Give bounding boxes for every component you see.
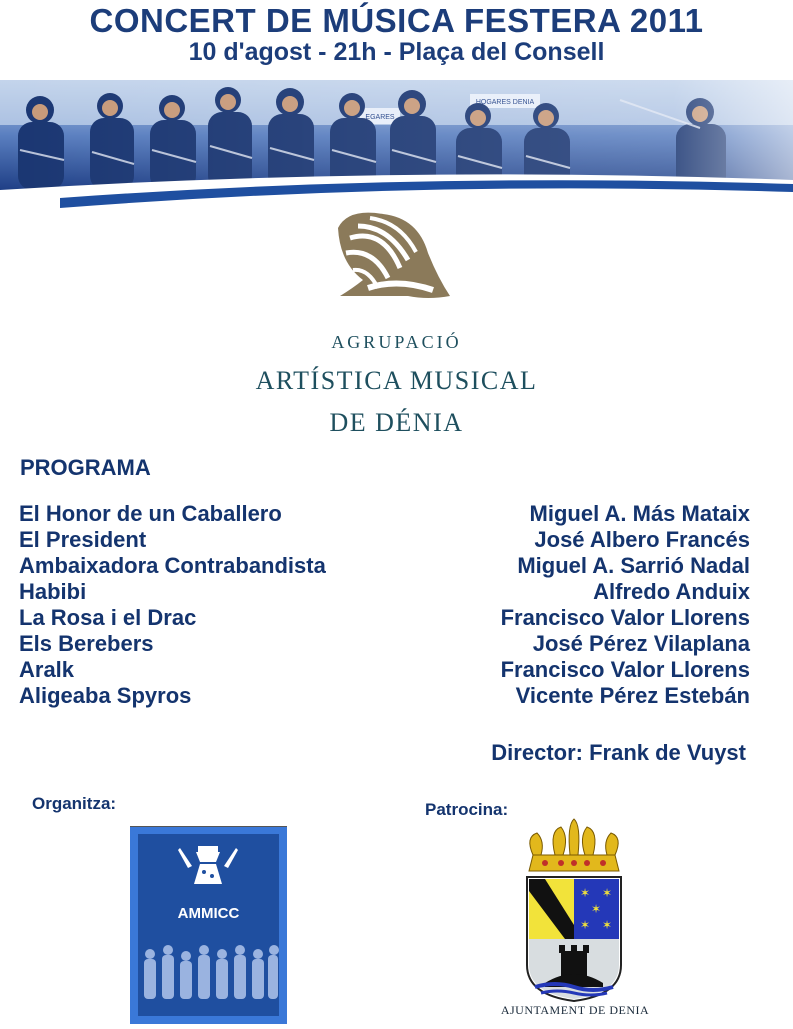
program-piece: Els Berebers [19, 631, 154, 656]
ammicc-name: AMMICC [177, 905, 240, 922]
program-piece: Habibi [19, 579, 87, 604]
program-composer: José Pérez Vilaplana [532, 631, 750, 656]
program-heading: PROGRAMA [20, 455, 151, 480]
program-piece: El President [19, 527, 147, 552]
org-name-line1: AGRUPACIÓ [331, 332, 462, 352]
program-piece: Aralk [19, 657, 75, 682]
svg-text:✶: ✶ [579, 886, 591, 900]
svg-text:✶: ✶ [579, 918, 591, 932]
shell-logo [328, 208, 453, 308]
council-crest-logo [515, 815, 633, 1007]
program-composers-list [400, 501, 750, 709]
council-name: AJUNTAMENT DE DENIA [500, 1003, 650, 1017]
program-composer: Francisco Valor Llorens [500, 657, 750, 682]
musicians-banner-image [0, 80, 793, 210]
concert-date-place: 10 d'agost - 21h - Plaça del Consell [188, 38, 605, 66]
program-composer: Alfredo Anduix [593, 579, 750, 604]
program-piece: Aligeaba Spyros [19, 683, 192, 708]
org-name-line3: DE DÉNIA [329, 408, 464, 437]
svg-text:✶: ✶ [601, 886, 613, 900]
program-piece: El Honor de un Caballero [19, 501, 282, 526]
program-pieces-list [19, 501, 399, 709]
program-piece: Ambaixadora Contrabandista [19, 553, 326, 578]
svg-text:✶: ✶ [601, 918, 613, 932]
program-composer: Francisco Valor Llorens [500, 605, 750, 630]
ammicc-logo [130, 826, 287, 1024]
organitza-label: Organitza: [32, 794, 117, 813]
patrocina-label: Patrocina: [425, 800, 509, 819]
program-composer: José Albero Francés [534, 527, 750, 552]
program-composer: Miguel A. Sarrió Nadal [517, 553, 750, 578]
svg-text:✶: ✶ [590, 902, 602, 916]
director-credit: Director: Frank de Vuyst [491, 740, 746, 765]
program-composer: Vicente Pérez Estebán [515, 683, 750, 708]
concert-title: CONCERT DE MÚSICA FESTERA 2011 [89, 2, 704, 39]
org-name-line2: ARTÍSTICA MUSICAL [255, 366, 538, 395]
program-piece: La Rosa i el Drac [19, 605, 197, 630]
program-composer: Miguel A. Más Mataix [529, 501, 750, 526]
